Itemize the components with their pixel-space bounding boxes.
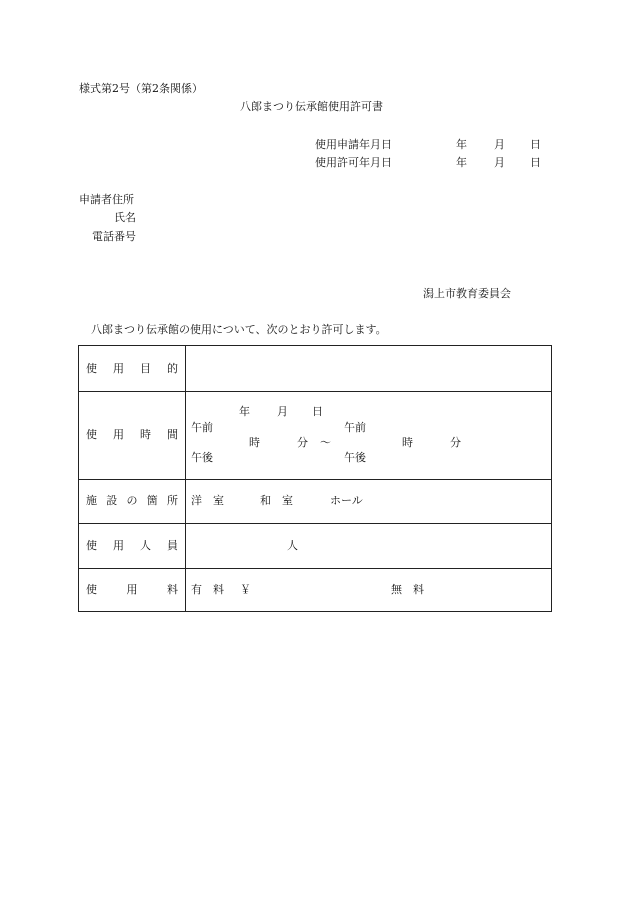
application-day: 日	[530, 138, 541, 151]
end-hour: 時	[402, 436, 413, 449]
application-date-label: 使用申請年月日	[315, 138, 392, 151]
start-am: 午前	[191, 421, 213, 434]
start-hour: 時	[249, 436, 260, 449]
permit-table	[78, 345, 552, 612]
permission-year: 年	[456, 156, 467, 169]
fee-yen-sign: ￥	[240, 583, 251, 596]
time-month: 月	[277, 405, 288, 418]
fee-paid: 有 料	[191, 583, 224, 596]
document-title: 八郎まつり伝承館使用許可書	[240, 100, 383, 113]
place-japanese-room: 和 室	[260, 494, 293, 507]
end-pm: 午後	[344, 451, 366, 464]
place-label: 施 設 の 箇 所	[86, 494, 178, 507]
row-time	[79, 391, 551, 480]
application-year: 年	[456, 138, 467, 151]
place-hall: ホール	[330, 494, 363, 507]
permission-date-label: 使用許可年月日	[315, 156, 392, 169]
application-month: 月	[494, 138, 505, 151]
start-pm: 午後	[191, 451, 213, 464]
start-minute: 分	[297, 436, 308, 449]
issuer: 潟上市教育委員会	[423, 287, 511, 300]
persons-unit: 人	[287, 539, 298, 552]
purpose-label: 使 用 目 的	[86, 362, 178, 375]
applicant-name-label: 氏名	[114, 211, 136, 224]
permission-month: 月	[494, 156, 505, 169]
row-persons	[79, 523, 551, 569]
intro-text: 八郎まつり伝承館の使用について、次のとおり許可します。	[91, 323, 387, 336]
fee-label: 使 用 料	[86, 583, 178, 596]
fee-free: 無 料	[391, 583, 424, 596]
end-am: 午前	[344, 421, 366, 434]
applicant-address-label: 申請者住所	[79, 193, 134, 206]
end-minute: 分	[450, 436, 461, 449]
time-year: 年	[239, 405, 250, 418]
place-western-room: 洋 室	[191, 494, 224, 507]
permission-day: 日	[530, 156, 541, 169]
applicant-phone-label: 電話番号	[92, 230, 136, 243]
row-fee	[79, 568, 551, 612]
row-place	[79, 479, 551, 524]
persons-label: 使 用 人 員	[86, 539, 178, 552]
time-label: 使 用 時 間	[86, 428, 178, 441]
time-day: 日	[312, 405, 323, 418]
row-purpose	[79, 346, 551, 392]
tilde: ～	[320, 436, 331, 449]
form-number: 様式第2号（第2条関係）	[79, 82, 203, 95]
